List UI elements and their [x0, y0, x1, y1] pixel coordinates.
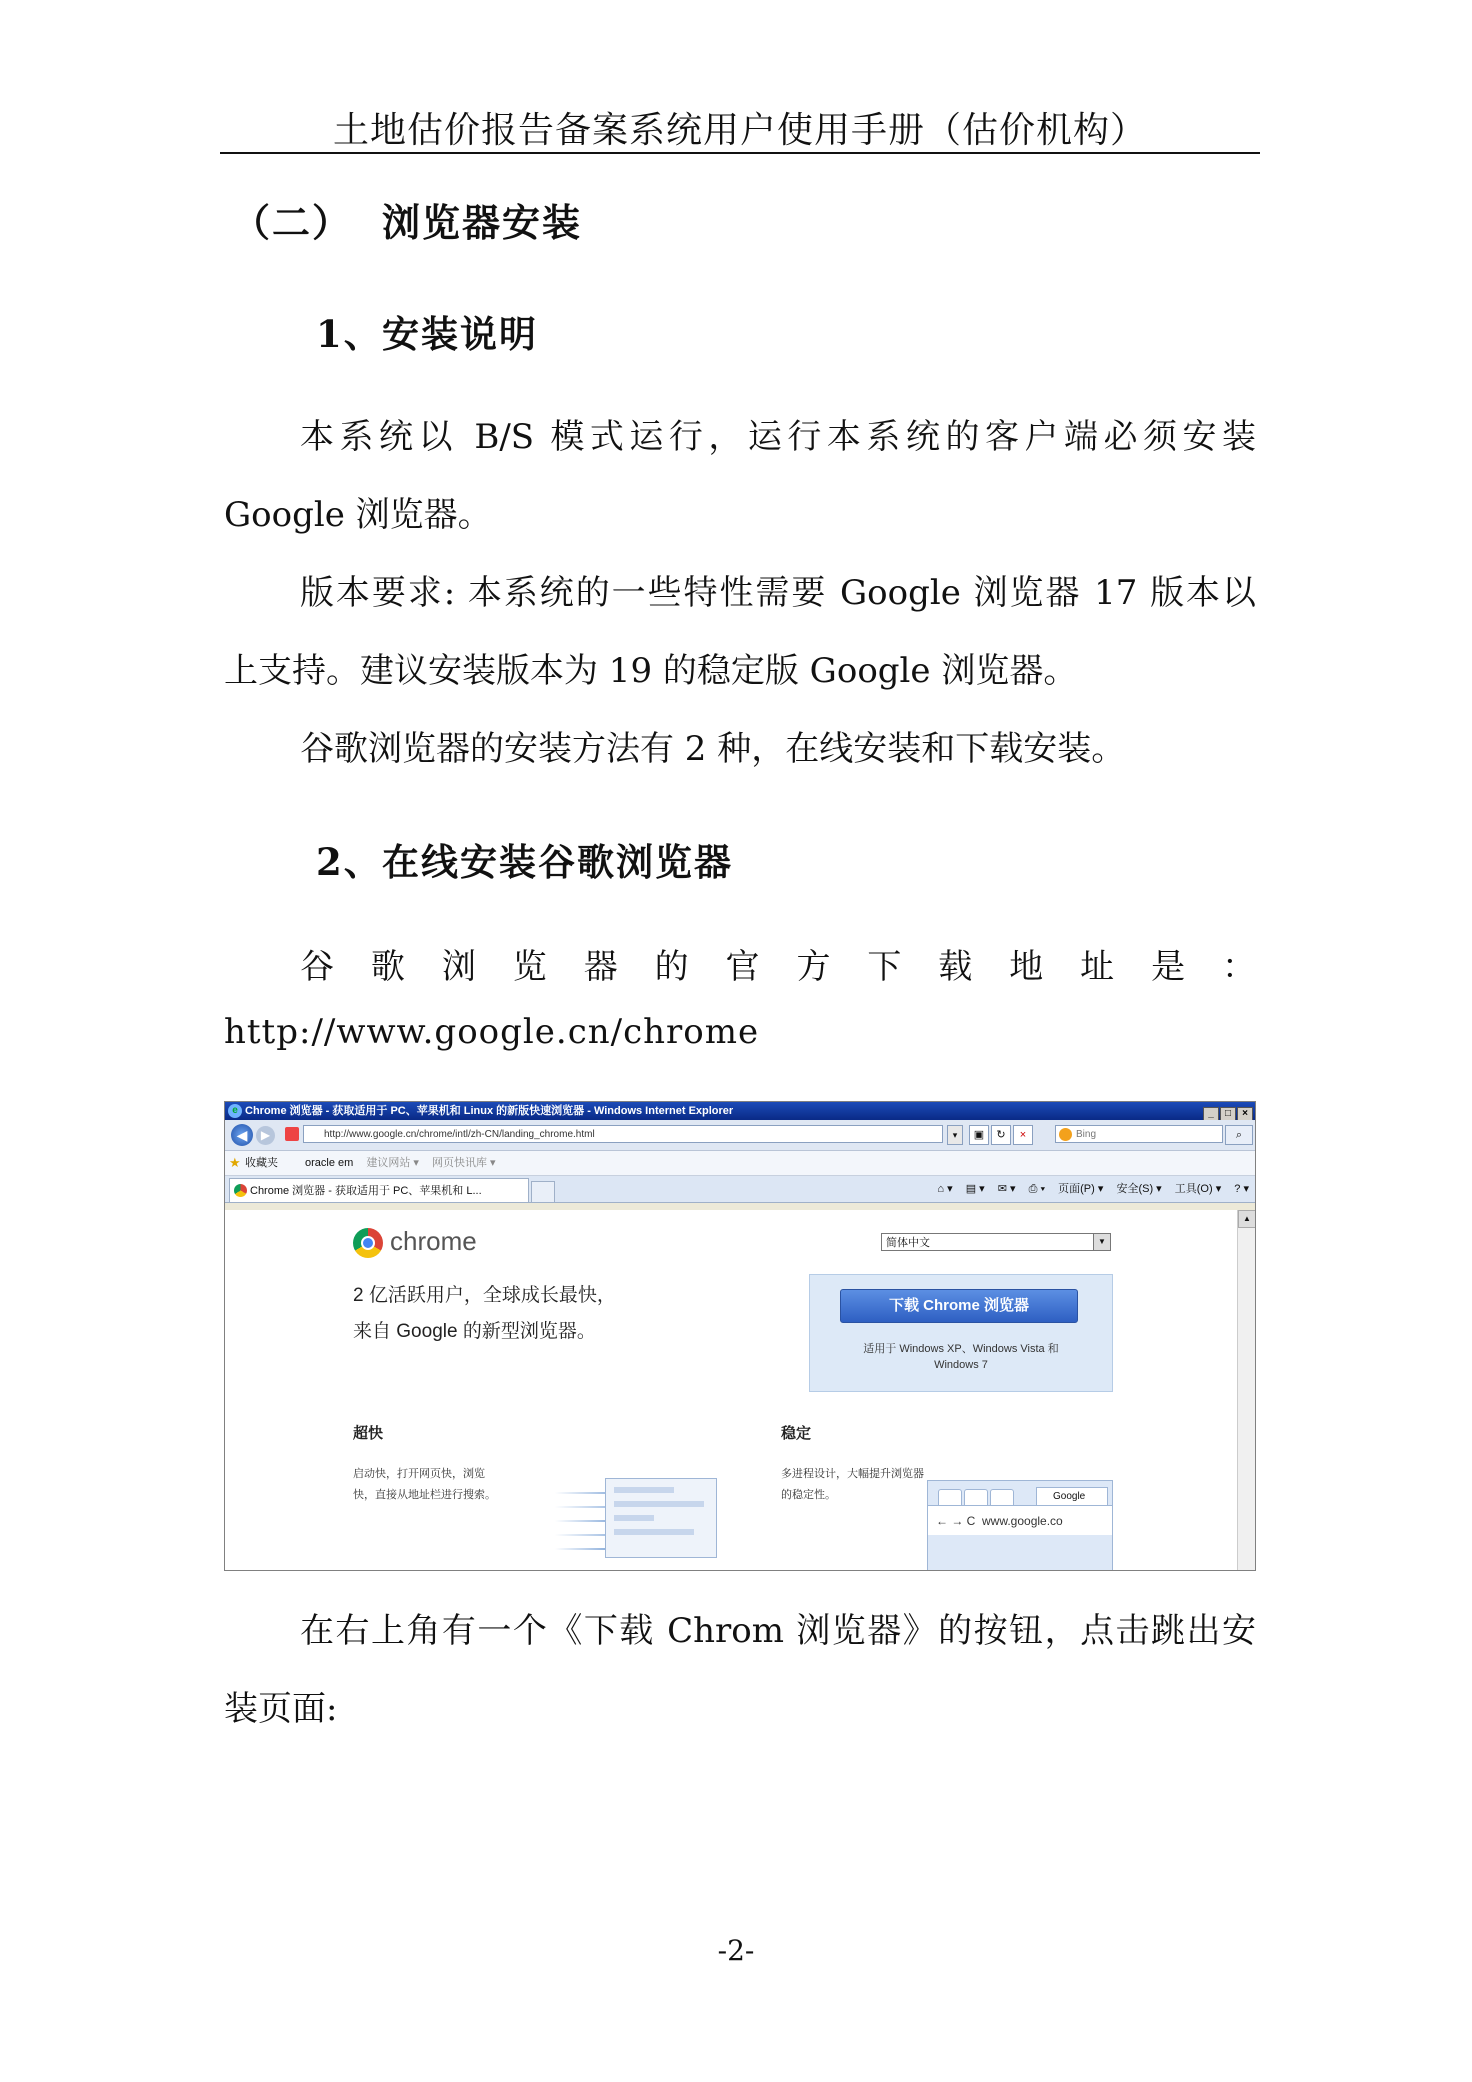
label-char: 器: [583, 947, 618, 987]
section-number: （二）: [232, 200, 353, 245]
browser-screenshot: [224, 1101, 1256, 1571]
favorite-item[interactable]: 网页快讯库 ▾: [432, 1157, 496, 1169]
download-address-chars: [224, 928, 1256, 1006]
paragraph-version: [224, 554, 1256, 710]
label-char: 是: [1151, 947, 1186, 987]
chrome-brand: chrome: [390, 1226, 477, 1256]
paragraph-line: 在右上角有一个《下载 Chrom 浏览器》的按钮，点击跳出安: [300, 1611, 1256, 1651]
maximize-icon[interactable]: □: [1220, 1107, 1236, 1122]
address-actions: [969, 1125, 1035, 1145]
scroll-up-icon[interactable]: ▲: [1238, 1210, 1256, 1228]
stop-icon[interactable]: ×: [1013, 1125, 1033, 1145]
page-content: [225, 1210, 1237, 1570]
paragraph-line: 版本要求: 本系统的一些特性需要 Google 浏览器 17 版本以: [300, 573, 1256, 613]
feature-line: 的稳定性。: [781, 1489, 836, 1501]
feature-fast-title: 超快: [353, 1425, 384, 1442]
paragraph-line: 谷歌浏览器的安装方法有 2 种，在线安装和下载安装。: [300, 729, 1126, 769]
favorites-button[interactable]: 收藏夹: [245, 1157, 278, 1169]
feeds-icon[interactable]: ▤ ▾: [965, 1183, 985, 1195]
feature-line: 快，直接从地址栏进行搜索。: [353, 1489, 496, 1501]
stable-illustration: [927, 1480, 1113, 1571]
label-char: 谷: [300, 947, 334, 987]
back-icon[interactable]: ◀: [231, 1124, 253, 1146]
paragraph-line: Google 浏览器。: [224, 495, 492, 535]
feature-stable-title: 稳定: [781, 1425, 812, 1442]
close-icon[interactable]: ×: [1237, 1107, 1253, 1122]
feature-stable-text: [781, 1464, 924, 1506]
favorites-items: [305, 1151, 506, 1175]
paragraph-download-button: [224, 1592, 1256, 1748]
feature-fast-text: [353, 1464, 496, 1506]
label-char: 览: [512, 947, 547, 987]
new-tab-button[interactable]: [531, 1181, 555, 1203]
subsection-number-2: 2、: [316, 840, 383, 884]
section-title: 浏览器安装: [382, 200, 583, 245]
subsection-heading-2: [316, 832, 733, 886]
section-heading: [232, 192, 582, 247]
download-chrome-button[interactable]: 下载 Chrome 浏览器: [840, 1289, 1078, 1323]
chevron-down-icon: ▼: [1093, 1234, 1110, 1250]
favorite-item[interactable]: 建议网站 ▾: [366, 1157, 419, 1169]
download-address-label: [224, 928, 1256, 1006]
paragraph-line: 装页面:: [224, 1689, 338, 1729]
favorites-bar: [225, 1151, 1255, 1176]
subsection-heading-1: [316, 304, 538, 358]
subsection-number-1: 1、: [316, 312, 383, 356]
header-rule: [220, 152, 1260, 154]
favorites-star-icon[interactable]: ★: [229, 1155, 241, 1170]
page-menu[interactable]: 页面(P) ▾: [1058, 1183, 1104, 1195]
safety-menu[interactable]: 安全(S) ▾: [1116, 1183, 1162, 1195]
mail-icon[interactable]: ✉ ▾: [997, 1183, 1016, 1195]
minimize-icon[interactable]: _: [1203, 1107, 1219, 1122]
tagline: [353, 1278, 616, 1350]
search-icon[interactable]: ⌕: [1225, 1125, 1253, 1145]
address-input[interactable]: http://www.google.cn/chrome/intl/zh-CN/landing_chrome.html: [303, 1125, 943, 1143]
tagline-line: 2 亿活跃用户，全球成长最快，: [353, 1285, 616, 1306]
page-number: -2-: [717, 1934, 755, 1967]
label-char: ：: [1221, 947, 1256, 987]
feature-line: 多进程设计，大幅提升浏览器: [781, 1468, 924, 1480]
note-line: Windows 7: [934, 1359, 988, 1371]
feature-line: 启动快，打开网页快，浏览: [353, 1468, 485, 1480]
tab-title: Chrome 浏览器 - 获取适用于 PC、苹果机和 L...: [250, 1185, 482, 1197]
label-char: 官: [725, 947, 760, 987]
bing-icon: [1059, 1128, 1072, 1141]
paragraph-line: 本系统以 B/S 模式运行，运行本系统的客户端必须安装: [300, 417, 1256, 457]
label-char: 浏: [441, 947, 476, 987]
note-line: 适用于 Windows XP、Windows Vista 和: [863, 1343, 1059, 1355]
subsection-title-1: 安装说明: [382, 312, 538, 356]
window-titlebar: [225, 1102, 1255, 1120]
language-select[interactable]: [881, 1233, 1111, 1251]
label-char: 地: [1009, 947, 1044, 987]
label-char: 载: [938, 947, 973, 987]
language-value: 简体中文: [886, 1237, 930, 1249]
page-favicon-icon: [285, 1127, 299, 1141]
download-panel: [809, 1274, 1113, 1392]
label-char: 歌: [370, 947, 405, 987]
help-icon[interactable]: ? ▾: [1234, 1183, 1249, 1195]
fast-illustration: [555, 1478, 715, 1566]
command-bar: [927, 1176, 1249, 1202]
tab-chrome-page[interactable]: [229, 1178, 529, 1202]
label-char: 下: [867, 947, 902, 987]
ie-logo-icon: e: [228, 1104, 242, 1118]
window-title: Chrome 浏览器 - 获取适用于 PC、苹果机和 Linux 的新版快速浏览器 - Windows Internet Explorer: [245, 1105, 734, 1117]
address-dropdown-icon[interactable]: ▾: [947, 1125, 963, 1145]
vertical-scrollbar[interactable]: [1237, 1210, 1256, 1570]
favorite-item[interactable]: oracle em: [305, 1157, 354, 1169]
download-compatibility-note: [818, 1341, 1104, 1373]
tagline-line: 来自 Google 的新型浏览器。: [353, 1321, 596, 1342]
address-toolbar: [225, 1120, 1255, 1151]
paragraph-install-methods: [224, 710, 1256, 788]
label-char: 的: [654, 947, 689, 987]
compat-view-icon[interactable]: ▣: [969, 1125, 989, 1145]
label-char: 址: [1080, 947, 1115, 987]
paragraph-line: 上支持。建议安装版本为 19 的稳定版 Google 浏览器。: [224, 651, 1078, 691]
refresh-icon[interactable]: ↻: [991, 1125, 1011, 1145]
label-char: 方: [796, 947, 831, 987]
search-input[interactable]: [1055, 1125, 1223, 1143]
print-icon[interactable]: ⎙ ▾: [1028, 1183, 1046, 1195]
stable-address: ← → C www.google.co: [928, 1505, 1112, 1535]
subsection-title-2: 在线安装谷歌浏览器: [382, 840, 733, 884]
page-header-title: 土地估价报告备案系统用户使用手册（估价机构）: [332, 110, 1147, 151]
paragraph-system-mode: [224, 398, 1256, 554]
chrome-logo-icon: [353, 1228, 383, 1258]
download-url: http://www.google.cn/chrome: [224, 1012, 760, 1052]
search-placeholder: Bing: [1076, 1129, 1097, 1140]
forward-icon[interactable]: ▶: [256, 1126, 275, 1145]
chrome-favicon-icon: [234, 1184, 247, 1197]
stable-url: www.google.co: [982, 1514, 1063, 1528]
tab-bar: [225, 1176, 1255, 1203]
home-icon[interactable]: ⌂ ▾: [937, 1183, 953, 1195]
tools-menu[interactable]: 工具(O) ▾: [1174, 1183, 1222, 1195]
stable-tab-label: Google: [1036, 1487, 1108, 1505]
